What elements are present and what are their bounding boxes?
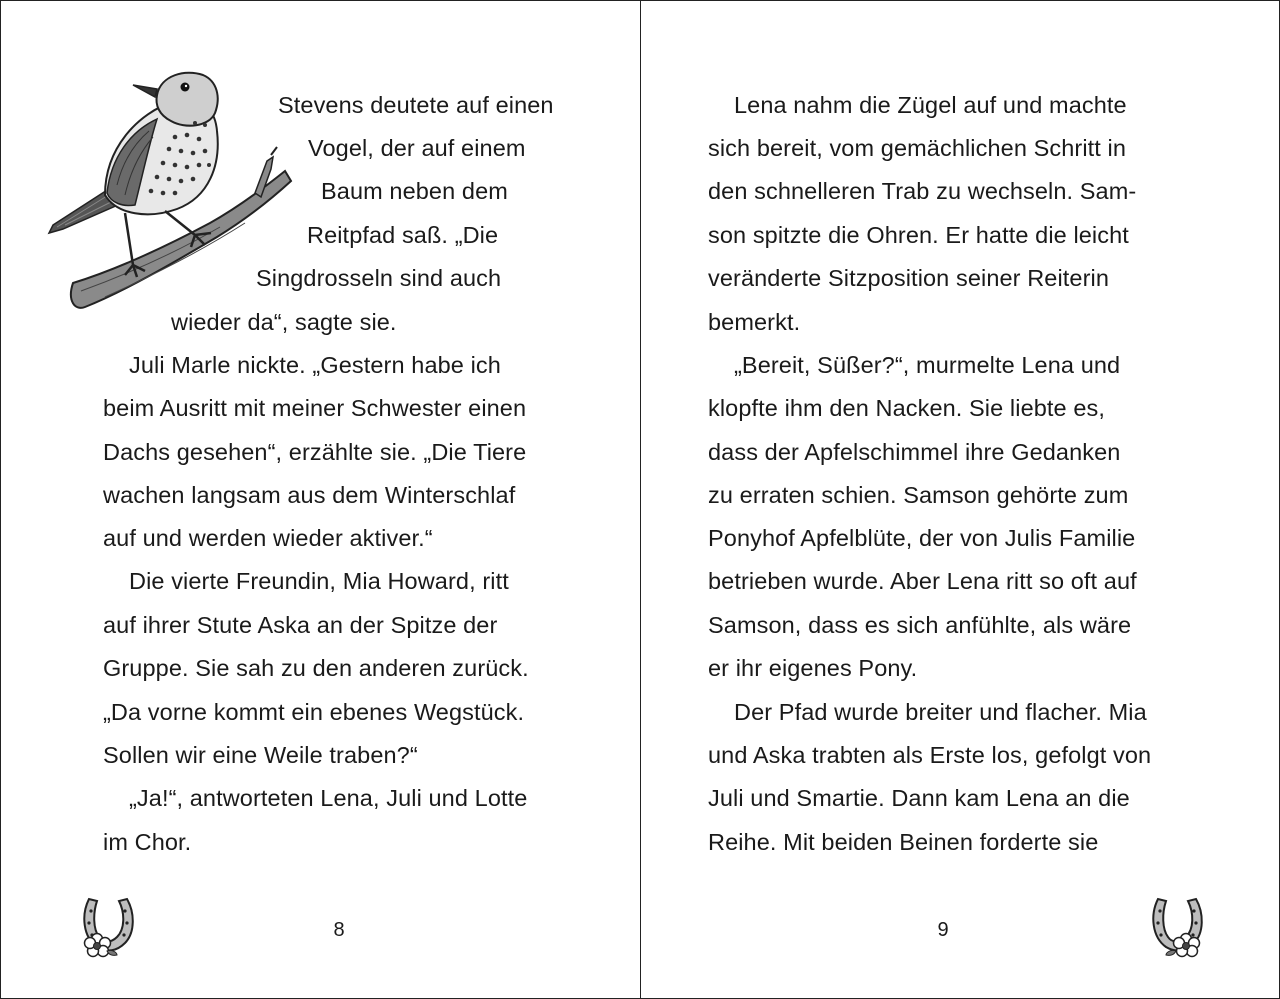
horseshoe-with-flower-icon xyxy=(1146,893,1208,959)
text-line: Samson, dass es sich anfühlte, als wäre xyxy=(708,612,1132,638)
horseshoe-with-flower-icon xyxy=(77,893,139,959)
text-line: Singdrosseln sind auch xyxy=(256,265,502,291)
page-number: 9 xyxy=(937,919,949,941)
text-line: Lena nahm die Zügel auf und machte xyxy=(734,92,1127,118)
text-line: Der Pfad wurde breiter und flacher. Mia xyxy=(734,699,1147,725)
text-line: auf und werden wieder aktiver.“ xyxy=(103,525,433,551)
text-line: „Da vorne kommt ein ebenes Wegstück. xyxy=(103,699,525,725)
text-line: im Chor. xyxy=(103,829,192,855)
text-line: son spitzte die Ohren. Er hatte die leicht xyxy=(708,222,1129,248)
text-line: Juli Marle nickte. „Gestern habe ich xyxy=(129,352,501,378)
text-line: Ponyhof Apfelblüte, der von Julis Familie xyxy=(708,525,1136,551)
text-line: auf ihrer Stute Aska an der Spitze der xyxy=(103,612,498,638)
text-line: „Bereit, Süßer?“, murmelte Lena und xyxy=(734,352,1121,378)
text-line: Sollen wir eine Weile traben?“ xyxy=(103,742,418,768)
text-line: betrieben wurde. Aber Lena ritt so oft auf xyxy=(708,568,1137,594)
text-line: zu erraten schien. Samson gehörte zum xyxy=(708,482,1129,508)
text-line: sich bereit, vom gemächlichen Schritt in xyxy=(708,135,1127,161)
text-line: Vogel, der auf einem xyxy=(308,135,526,161)
text-line: Reihe. Mit beiden Beinen forderte sie xyxy=(708,829,1099,855)
text-line: und Aska trabten als Erste los, gefolgt von xyxy=(708,742,1152,768)
text-line: er ihr eigenes Pony. xyxy=(708,655,918,681)
text-line: beim Ausritt mit meiner Schwester einen xyxy=(103,395,527,421)
text-line: wachen langsam aus dem Winterschlaf xyxy=(103,482,516,508)
text-line: Die vierte Freundin, Mia Howard, ritt xyxy=(129,568,509,594)
text-line: „Ja!“, antworteten Lena, Juli und Lotte xyxy=(129,785,528,811)
text-line: Baum neben dem xyxy=(321,178,508,204)
text-line: klopfte ihm den Nacken. Sie liebte es, xyxy=(708,395,1105,421)
text-line: Reitpfad saß. „Die xyxy=(307,222,499,248)
text-line: bemerkt. xyxy=(708,309,801,335)
text-line: Juli und Smartie. Dann kam Lena an die xyxy=(708,785,1130,811)
text-line: veränderte Sitzposition seiner Reiterin xyxy=(708,265,1109,291)
page-number: 8 xyxy=(333,919,345,941)
text-line: Gruppe. Sie sah zu den anderen zurück. xyxy=(103,655,529,681)
text-line: wieder da“, sagte sie. xyxy=(171,309,397,335)
right-page xyxy=(641,1,1279,998)
left-page xyxy=(1,1,640,998)
text-line: den schnelleren Trab zu wechseln. Sam- xyxy=(708,178,1137,204)
text-line: Stevens deutete auf einen xyxy=(278,92,554,118)
text-line: Dachs gesehen“, erzählte sie. „Die Tiere xyxy=(103,439,527,465)
text-line: dass der Apfelschimmel ihre Gedanken xyxy=(708,439,1121,465)
